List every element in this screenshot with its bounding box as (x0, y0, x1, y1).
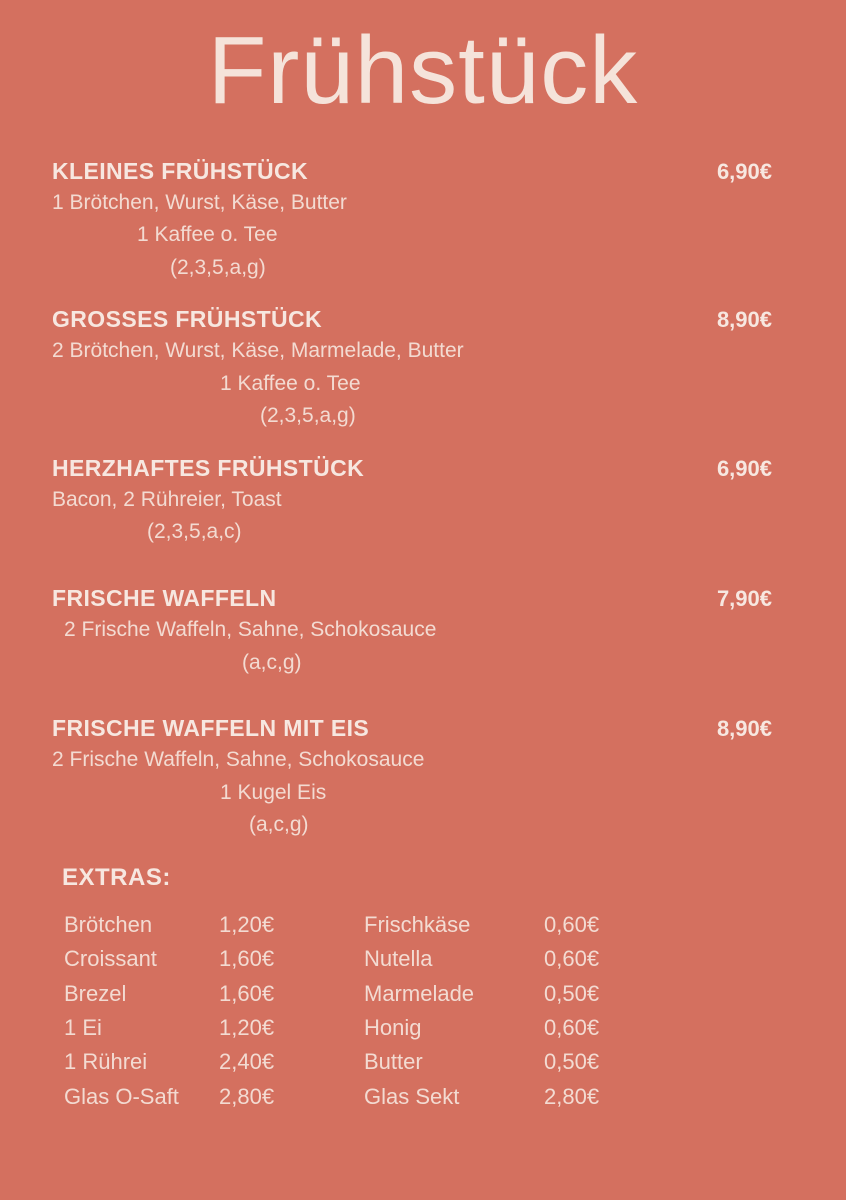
menu-item-name: GROSSES FRÜHSTÜCK (52, 306, 323, 333)
extras-item-price: 0,60€ (544, 1015, 600, 1041)
menu-item-header (52, 585, 800, 612)
menu-items-list (0, 158, 846, 1114)
extras-item-price: 1,60€ (219, 946, 275, 972)
allergen-line: (a,c,g) (249, 813, 309, 837)
section-spacer (52, 701, 800, 715)
menu-item-price: 6,90€ (716, 158, 772, 184)
menu-item-description (52, 187, 800, 285)
menu-item (52, 715, 800, 842)
extras-item-name: Nutella (364, 946, 433, 972)
allergen-line: (2,3,5,a,g) (170, 255, 266, 279)
allergen-line: (a,c,g) (242, 650, 302, 674)
extras-item-name: Marmelade (364, 980, 475, 1006)
menu-item-name: KLEINES FRÜHSTÜCK (52, 157, 308, 184)
extras-item-name: Glas Sekt (364, 1083, 460, 1109)
menu-item (52, 455, 800, 549)
extras-item-price: 2,80€ (219, 1083, 275, 1109)
menu-item-name: HERZHAFTES FRÜHSTÜCK (52, 454, 365, 481)
description-line: 1 Kaffee o. Tee (220, 371, 361, 395)
extras-item-name: Brezel (64, 980, 127, 1006)
description-line: 2 Frische Waffeln, Sahne, Schokosauce (64, 617, 437, 641)
description-line: Bacon, 2 Rühreier, Toast (52, 487, 282, 511)
menu-item-header (52, 715, 800, 742)
description-line: 2 Frische Waffeln, Sahne, Schokosauce (52, 748, 425, 772)
menu-item-price: 8,90€ (716, 716, 772, 742)
extras-table (52, 908, 800, 1114)
menu-item-description (52, 335, 800, 433)
extras-item-price: 0,50€ (544, 980, 600, 1006)
page-title: Frühstück (207, 17, 639, 124)
allergen-line: (2,3,5,a,c) (147, 520, 242, 544)
section-spacer (52, 571, 800, 585)
menu-item (52, 158, 800, 285)
menu-item-name: FRISCHE WAFFELN (52, 584, 277, 611)
menu-item-description (52, 614, 800, 679)
extras-item-price: 2,40€ (219, 1049, 275, 1075)
menu-item-description (52, 744, 800, 842)
extras-item-name: 1 Ei (64, 1015, 102, 1041)
description-line: 2 Brötchen, Wurst, Käse, Marmelade, Butter (52, 339, 464, 363)
extras-item-price: 1,20€ (219, 911, 275, 937)
menu-item-header (52, 455, 800, 482)
menu-item-price: 6,90€ (716, 455, 772, 481)
extras-item-price: 0,50€ (544, 1049, 600, 1075)
menu-item-header (52, 158, 800, 185)
allergen-line: (2,3,5,a,g) (260, 404, 356, 428)
menu-item (52, 585, 800, 679)
extras-item-name: Brötchen (64, 911, 153, 937)
menu-item-name: FRISCHE WAFFELN MIT EIS (52, 715, 370, 742)
description-line: 1 Brötchen, Wurst, Käse, Butter (52, 190, 347, 214)
description-line: 1 Kaffee o. Tee (137, 223, 278, 247)
extras-item-price: 2,80€ (544, 1083, 600, 1109)
menu-item-header (52, 306, 800, 333)
menu-item-price: 7,90€ (716, 585, 772, 611)
extras-item-price: 1,60€ (219, 980, 275, 1006)
description-line: 1 Kugel Eis (220, 780, 327, 804)
extras-heading: EXTRAS: (62, 863, 171, 891)
extras-item-name: 1 Rührei (64, 1049, 148, 1075)
extras-item-name: Honig (364, 1015, 422, 1041)
extras-item-name: Frischkäse (364, 911, 471, 937)
menu-item-price: 8,90€ (716, 307, 772, 333)
extras-item-name: Croissant (64, 946, 157, 972)
menu-item-description (52, 484, 800, 549)
extras-item-price: 0,60€ (544, 946, 600, 972)
extras-item-name: Butter (364, 1049, 423, 1075)
menu-item (52, 306, 800, 433)
extras-item-price: 0,60€ (544, 911, 600, 937)
extras-item-name: Glas O-Saft (64, 1083, 179, 1109)
extras-item-price: 1,20€ (219, 1015, 275, 1041)
